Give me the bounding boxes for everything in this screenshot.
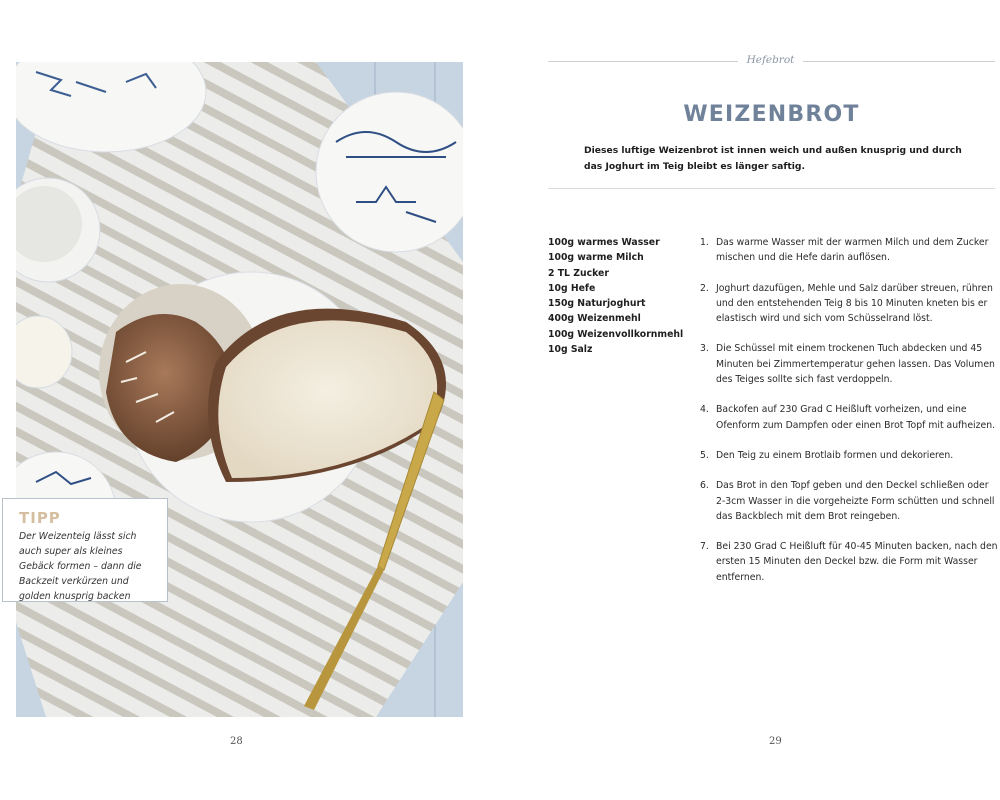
ingredient-item: 400g Weizenmehl [548,313,641,325]
ingredient-item: 10g Salz [548,344,593,356]
ingredients-list [548,235,688,357]
step-number: 2. [700,282,709,294]
step-item [700,341,998,387]
bread-photo-illustration [16,62,463,717]
running-head-rule-right [803,61,995,62]
step-text: Bei 230 Grad C Heißluft für 40-45 Minuten backen, nach den ersten 15 Minuten den Deckel bzw. die Form mit Wasser entfernen. [716,541,998,583]
bread-photo [16,62,463,717]
ingredient-item: 10g Hefe [548,282,596,294]
step-number: 7. [700,541,709,553]
step-number: 3. [700,343,709,355]
step-item [700,281,998,327]
step-number: 4. [700,404,709,416]
page-number-right: 29 [769,736,782,747]
running-head [548,54,995,70]
step-text: Den Teig zu einem Brotlaib formen und dekorieren. [716,449,954,461]
tip-box [2,498,168,602]
ingredient-item: 100g warme Milch [548,252,644,264]
steps-list [700,235,998,600]
step-item [700,448,998,463]
step-text: Das Brot in den Topf geben und den Deckel schließen oder 2-3cm Wasser in die vorgeheizte Form schütten und schnell das Backblech mit dem Brot reingeben. [716,480,995,522]
step-number: 1. [700,237,709,248]
page-number-left: 28 [230,736,243,747]
running-head-rule-left [548,61,738,62]
section-divider [548,188,995,189]
tip-text: Der Weizenteig lässt sich auch super als kleines Gebäck formen – dann die Backzeit verkürzen und golden knusprig backen [19,531,142,602]
step-text: Die Schüssel mit einem trockenen Tuch abdecken und 45 Minuten bei Zimmertemperatur gehen lassen. Das Volumen des Teiges sollte sich fast verdoppeln. [716,343,995,386]
step-number: 5. [700,449,709,461]
recipe-intro: Dieses luftige Weizenbrot ist innen weich und außen knusprig und durch das Joghurt im Teig bleibt es länger saftig. [584,145,962,172]
ingredient-item: 100g warmes Wasser [548,237,660,248]
running-head-label: Hefebrot [746,54,795,66]
ingredient-item: 150g Naturjoghurt [548,298,646,310]
step-number: 6. [700,480,709,492]
tip-title: TIPP [19,509,61,527]
step-item [700,478,998,524]
step-text: Joghurt dazufügen, Mehle und Salz darüber streuen, rühren und den entstehenden Teig 8 bis 10 Minuten kneten bis er elastisch wird und sich vom Schüsselrand löst. [716,282,993,325]
step-text: Das warme Wasser mit der warmen Milch und dem Zucker mischen und die Hefe darin auflösen. [716,237,989,264]
ingredient-item: 2 TL Zucker [548,267,609,279]
ingredient-item: 100g Weizenvollkornmehl [548,328,684,340]
recipe-title: WEIZENBROT [683,102,860,127]
step-text: Backofen auf 230 Grad C Heißluft vorheizen, und eine Ofenform zum Dampfen oder einen Brot Topf mit aufheizen. [716,404,996,431]
step-item [700,235,998,266]
step-item [700,539,998,585]
step-item [700,402,998,433]
